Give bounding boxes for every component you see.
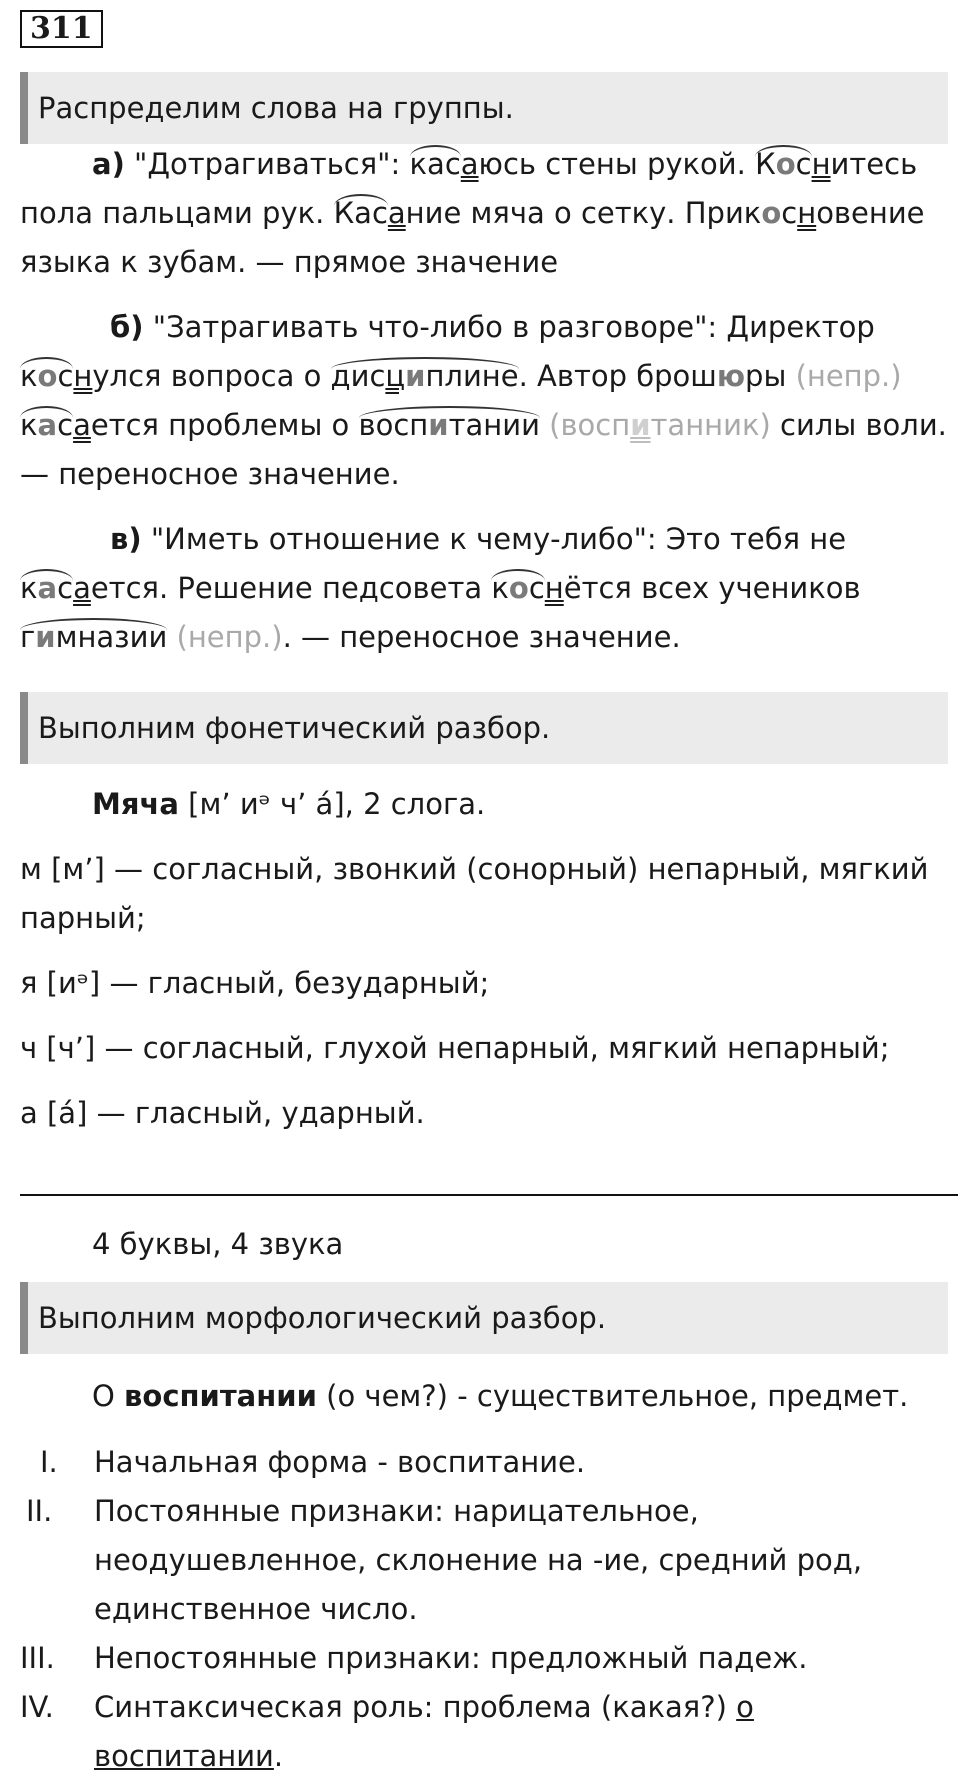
- morph-intro: [20, 1372, 950, 1421]
- morph-part: восп: [358, 408, 429, 442]
- group-b-meaning: "Затрагивать что-либо в разговоре": Директор: [143, 310, 875, 344]
- morph-part: к: [20, 571, 38, 605]
- text: . Решение педсовета: [158, 571, 492, 605]
- phonetic-line: м [м’] — согласный, звонкий (сонорный) непарный, мягкий парный;: [20, 852, 929, 935]
- text: . — переносное значение.: [282, 620, 681, 654]
- group-b-paragraph: [20, 303, 950, 499]
- list-number: IV.: [20, 1690, 54, 1724]
- morph-part: с: [795, 147, 812, 181]
- list-item: [20, 1487, 950, 1634]
- group-c-paragraph: [20, 515, 950, 662]
- suffix-vowel: а: [73, 571, 91, 605]
- phonetic-analysis: [20, 780, 950, 1154]
- suffix: н: [73, 359, 93, 393]
- suffix-vowel: а: [460, 147, 479, 181]
- text: всех учеников: [631, 571, 861, 605]
- morph-part: ется: [90, 408, 159, 442]
- morph-part: ется: [90, 571, 159, 605]
- morph-word: воспитании: [124, 1379, 317, 1413]
- text: силы воли. — переносное значение.: [20, 408, 947, 491]
- note-exception: (непр.): [176, 620, 283, 654]
- morph-part: с: [781, 196, 798, 230]
- section-header-morph: [20, 1282, 948, 1354]
- morph-part: улся: [92, 359, 162, 393]
- word-root: [20, 357, 73, 393]
- morph-part: тании: [448, 408, 540, 442]
- section-header-groups: [20, 72, 948, 144]
- text: стены рукой.: [536, 147, 756, 181]
- morph-part: мназии: [55, 620, 168, 654]
- morph-part: овение: [816, 196, 925, 230]
- morph-part: юсь: [478, 147, 536, 181]
- group-a-label: а): [92, 147, 125, 181]
- root-vowel: а: [37, 571, 58, 605]
- text: (о чем?) - существительное, предмет.: [316, 1379, 909, 1413]
- suffix-vowel: а: [73, 408, 91, 442]
- text: мяча о сетку.: [461, 196, 685, 230]
- list-number: II.: [26, 1494, 53, 1528]
- list-text: [94, 1683, 950, 1781]
- divider: [20, 1194, 958, 1196]
- phonetic-line: я [иᵊ] — гласный, безударный;: [20, 966, 490, 1000]
- word-root: [20, 569, 73, 605]
- list-text: Начальная форма - воспитание.: [94, 1445, 586, 1479]
- note-exception: (непр.): [795, 359, 902, 393]
- morph-part: с: [57, 571, 74, 605]
- morph-part: итесь: [830, 147, 918, 181]
- list-item: [20, 1438, 950, 1487]
- morph-part: с: [528, 571, 545, 605]
- text: .: [273, 1739, 284, 1773]
- section-header-text: Выполним фонетический разбор.: [38, 710, 551, 745]
- morph-list: [20, 1438, 950, 1781]
- list-number: I.: [40, 1445, 58, 1479]
- word-root: [359, 406, 540, 442]
- list-number: III.: [20, 1641, 55, 1675]
- phonetic-summary: 4 буквы, 4 звука: [92, 1227, 344, 1261]
- root-vowel: о: [761, 196, 782, 230]
- root-vowel: и: [630, 408, 651, 442]
- morph-part: ние: [405, 196, 462, 230]
- section-header-text: Выполним морфологический разбор.: [38, 1300, 607, 1335]
- morph-part: дис: [330, 359, 386, 393]
- suffix: н: [544, 571, 564, 605]
- text: О: [92, 1379, 125, 1413]
- phonetic-summary-block: [20, 1220, 950, 1285]
- text: ры: [745, 359, 796, 393]
- word-root: [20, 406, 73, 442]
- morph-part: г: [20, 620, 36, 654]
- morph-part: К: [755, 147, 776, 181]
- phonetic-transcription: [м’ иᵊ ч’ а́], 2 слога.: [178, 787, 486, 821]
- text: . Автор брош: [518, 359, 717, 393]
- word-root: [334, 194, 388, 230]
- section-header-text: Распределим слова на группы.: [38, 90, 514, 125]
- word-root: [331, 357, 519, 393]
- phonetic-word-line: [20, 780, 950, 829]
- morph-part: с: [444, 147, 461, 181]
- root-vowel: и: [405, 359, 426, 393]
- morph-part: с: [371, 196, 388, 230]
- group-b-label: б): [110, 310, 144, 344]
- morph-part: с: [57, 359, 74, 393]
- letter-ts: ц: [385, 359, 406, 393]
- suffix-vowel: а: [387, 196, 406, 230]
- morph-part: к: [20, 359, 38, 393]
- morph-part: к: [20, 408, 38, 442]
- underlined-phrase: о воспитании: [94, 1690, 754, 1773]
- text: [540, 408, 549, 442]
- text: пола пальцами рук.: [20, 196, 334, 230]
- root-vowel: и: [35, 620, 56, 654]
- morph-part: Прик: [684, 196, 762, 230]
- root-vowel: ю: [716, 359, 746, 393]
- phonetic-word: Мяча: [92, 787, 179, 821]
- root-vowel: о: [508, 571, 529, 605]
- word-root: [410, 145, 461, 181]
- word-root: [20, 618, 167, 654]
- root-vowel: а: [37, 408, 58, 442]
- group-a-paragraph: [20, 140, 950, 287]
- text: языка к зубам. — прямое значение: [20, 245, 559, 279]
- word-root: [491, 569, 544, 605]
- morph-part: танник): [650, 408, 771, 442]
- suffix: н: [797, 196, 817, 230]
- root-vowel: о: [37, 359, 58, 393]
- morph-part: Ка: [333, 196, 372, 230]
- morph-intro-block: [20, 1372, 950, 1437]
- note-check-word: [549, 408, 771, 442]
- morph-part: ка: [409, 147, 445, 181]
- morph-part: с: [57, 408, 74, 442]
- morph-part: к: [491, 571, 509, 605]
- group-c-label: в): [110, 522, 142, 556]
- text: [167, 620, 176, 654]
- exercise-number: 311: [20, 10, 103, 48]
- text: проблемы о: [158, 408, 359, 442]
- morph-part: (восп: [549, 408, 631, 442]
- word-root: [755, 145, 811, 181]
- section-header-phonetic: [20, 692, 948, 764]
- text: вопроса о: [161, 359, 331, 393]
- root-vowel: о: [775, 147, 796, 181]
- groups-text: [20, 140, 950, 678]
- group-a-meaning: "Дотрагиваться":: [124, 147, 410, 181]
- text: Синтаксическая роль: проблема (какая?): [94, 1690, 737, 1724]
- morph-part: ётся: [563, 571, 632, 605]
- phonetic-line: ч [ч’] — согласный, глухой непарный, мягкий непарный;: [20, 1031, 890, 1065]
- phonetic-line: а [а́] — гласный, ударный.: [20, 1096, 425, 1130]
- morph-part: плине: [425, 359, 519, 393]
- list-item: [20, 1683, 950, 1781]
- group-c-meaning: "Иметь отношение к чему-либо": Это тебя не: [141, 522, 847, 556]
- root-vowel: и: [428, 408, 449, 442]
- list-text: Непостоянные признаки: предложный падеж.: [94, 1641, 808, 1675]
- list-item: [20, 1634, 950, 1683]
- list-text: Постоянные признаки: нарицательное, неодушевленное, склонение на -ие, средний род, единственное число.: [94, 1494, 863, 1626]
- suffix: н: [811, 147, 831, 181]
